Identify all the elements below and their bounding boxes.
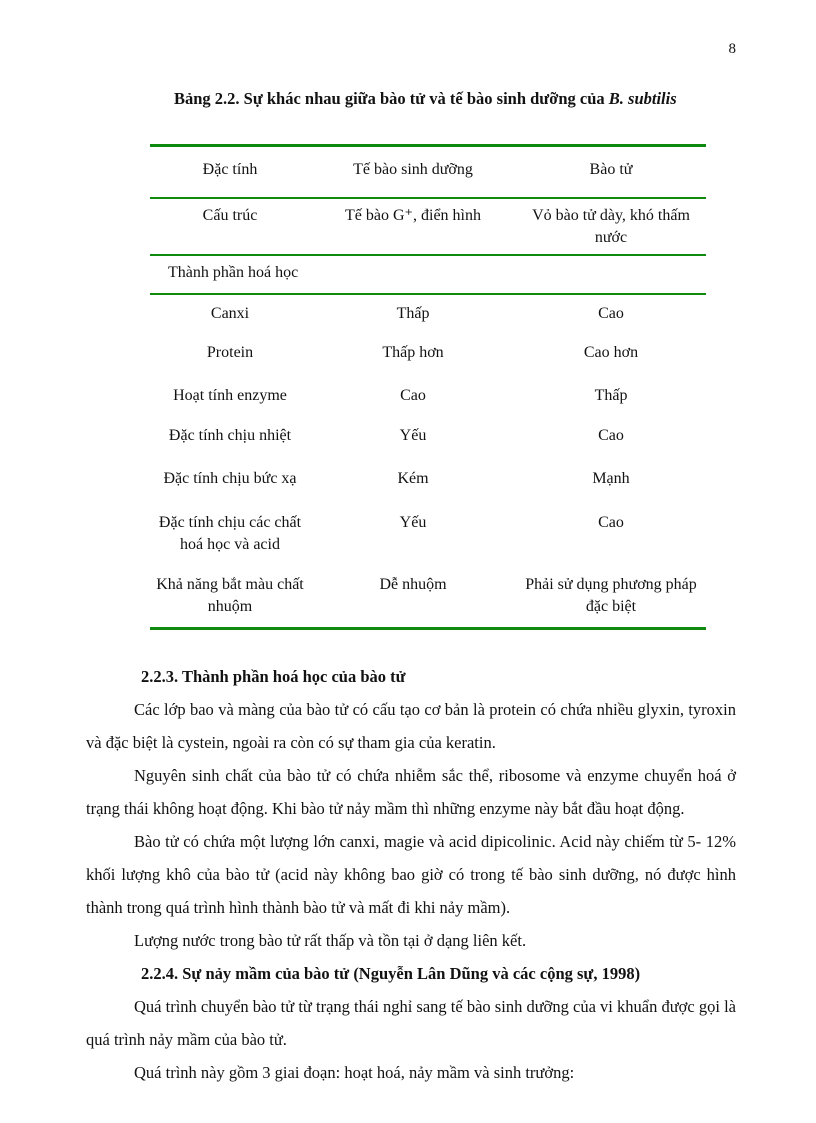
paragraph: Bào tử có chứa một lượng lớn canxi, magie và acid dipicolinic. Acid này chiếm từ 5- 12% khối lượng khô của bào tử (acid này không bao giờ có trong tế bào sinh dưỡng, nó được hình thành trong quá trình hình thành bào tử và mất đi khi nảy mầm). bbox=[86, 832, 736, 917]
paragraph: Quá trình này gồm 3 giai đoạn: hoạt hoá, nảy mầm và sinh trưởng: bbox=[134, 1063, 575, 1082]
table-cell: Protein bbox=[206, 344, 254, 361]
table-row bbox=[150, 373, 706, 417]
table-row bbox=[150, 456, 706, 500]
section-heading-2-2-4: 2.2.4. Sự nảy mầm của bào tử (Nguyễn Lân Dũng và các cộng sự, 1998) bbox=[141, 964, 641, 983]
table-cell: Thấp bbox=[396, 305, 430, 322]
table-cell: Cao bbox=[598, 427, 624, 444]
table-cell: Đặc tính chịu các chất hoá học và acid bbox=[158, 514, 302, 553]
table-cell: Cao bbox=[598, 514, 624, 531]
table-caption-species: B. subtilis bbox=[608, 89, 677, 108]
table-cell: Thấp hơn bbox=[382, 344, 444, 361]
table-cell: Canxi bbox=[210, 305, 250, 322]
table-cell: Khả năng bắt màu chất nhuộm bbox=[156, 576, 304, 615]
table-header-cell: Đặc tính bbox=[202, 161, 258, 178]
table-cell: Đặc tính chịu bức xạ bbox=[163, 470, 297, 487]
table-cell: Cao bbox=[598, 305, 624, 322]
table-cell: Thành phần hoá học bbox=[168, 264, 299, 281]
table-cell: Hoạt tính enzyme bbox=[173, 387, 287, 404]
table-caption-text: Bảng 2.2. Sự khác nhau giữa bào tử và tế bào sinh dưỡng của bbox=[174, 89, 609, 108]
table-header-row bbox=[150, 146, 706, 199]
paragraph: Quá trình chuyển bào tử từ trạng thái nghỉ sang tế bào sinh dưỡng của vi khuẩn được gọi là quá trình nảy mầm của bào tử. bbox=[86, 997, 736, 1049]
table-cell: Thấp bbox=[594, 387, 628, 404]
page-number: 8 bbox=[728, 41, 736, 57]
table-row bbox=[150, 334, 706, 373]
table-cell: Vỏ bào tử dày, khó thấm nước bbox=[532, 207, 690, 246]
table-cell: Kém bbox=[397, 470, 429, 487]
paragraph: Các lớp bao và màng của bào tử có cấu tạo cơ bản là protein có chứa nhiều glyxin, tyroxin và đặc biệt là cystein, ngoài ra còn có sự tham gia của keratin. bbox=[86, 700, 736, 752]
table-caption bbox=[174, 88, 736, 110]
table-cell: Yếu bbox=[399, 514, 427, 531]
table-cell: Cấu trúc bbox=[202, 207, 258, 224]
table-header-cell: Bào tử bbox=[589, 161, 633, 178]
document-content bbox=[86, 660, 736, 1089]
table-row bbox=[150, 500, 706, 566]
table-cell: Dễ nhuộm bbox=[379, 576, 447, 593]
table-row bbox=[150, 417, 706, 456]
table-row bbox=[150, 198, 706, 255]
table-cell: Mạnh bbox=[592, 470, 630, 487]
table-section-row bbox=[150, 255, 706, 294]
table-cell: Cao hơn bbox=[583, 344, 639, 361]
section-heading-2-2-3: 2.2.3. Thành phần hoá học của bào tử bbox=[141, 667, 406, 686]
table-row bbox=[150, 294, 706, 334]
paragraph: Nguyên sinh chất của bào tử có chứa nhiễm sắc thể, ribosome và enzyme chuyển hoá ở trạng thái không hoạt động. Khi bào tử nảy mầm thì những enzyme này bắt đầu hoạt động. bbox=[86, 766, 736, 818]
table-cell: Tế bào G⁺, điển hình bbox=[345, 207, 481, 224]
table-cell: Cao bbox=[400, 387, 426, 404]
table-cell: Phải sử dụng phương pháp đặc biệt bbox=[525, 576, 697, 615]
paragraph: Lượng nước trong bào tử rất thấp và tồn tại ở dạng liên kết. bbox=[134, 931, 527, 950]
table-header-cell: Tế bào sinh dưỡng bbox=[353, 161, 473, 178]
table-cell: Yếu bbox=[399, 427, 427, 444]
comparison-table bbox=[150, 144, 706, 630]
table-cell: Đặc tính chịu nhiệt bbox=[168, 427, 292, 444]
table-row bbox=[150, 566, 706, 629]
